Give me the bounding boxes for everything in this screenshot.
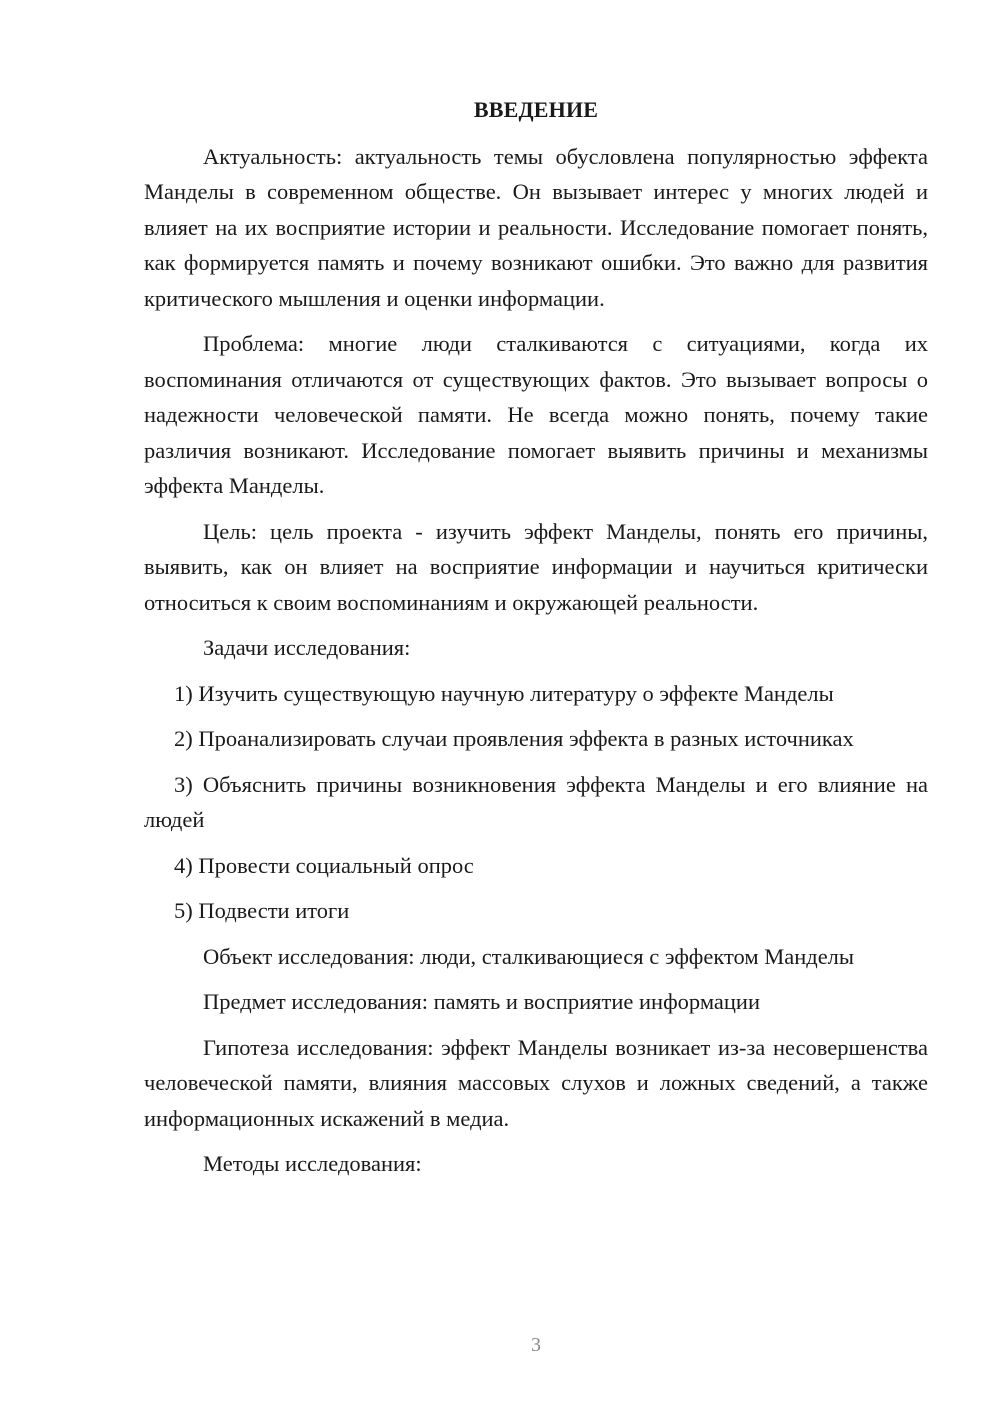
task-item-1: 1) Изучить существующую научную литературу о эффекте Манделы: [174, 680, 834, 706]
page-number: 3: [531, 1334, 541, 1356]
task-item-4: 4) Провести социальный опрос: [174, 852, 474, 878]
goal-paragraph: Цель: цель проекта - изучить эффект Манделы, понять его причины, выявить, как он влияет на восприятие информации и научиться критически относиться к своим воспоминаниям и окружающей реальности.: [144, 518, 928, 615]
task-item-2: 2) Проанализировать случаи проявления эффекта в разных источниках: [174, 726, 854, 751]
hypothesis-paragraph: Гипотеза исследования: эффект Манделы возникает из-за несовершенства человеческой памяти, влияния массовых слухов и ложных сведений, а также информационных искажений в медиа.: [144, 1034, 928, 1131]
relevance-paragraph: Актуальность: актуальность темы обусловлена популярностью эффекта Манделы в современном обществе. Он вызывает интерес у многих людей и влияет на их восприятие истории и реальности. Исследование помогает понять, как формируется память и почему возникают ошибки. Это важно для развития критического мышления и оценки информации.: [144, 143, 928, 311]
task-item-3: 3) Объяснить причины возникновения эффекта Манделы и его влияние на людей: [144, 771, 928, 832]
task-item-5: 5) Подвести итоги: [174, 898, 350, 923]
tasks-label: Задачи исследования:: [203, 635, 411, 660]
subject-paragraph: Предмет исследования: память и восприятие информации: [203, 989, 761, 1014]
section-heading: ВВЕДЕНИЕ: [473, 97, 599, 122]
problem-paragraph: Проблема: многие люди сталкиваются с ситуациями, когда их воспоминания отличаются от существующих фактов. Это вызывает вопросы о надежности человеческой памяти. Не всегда можно понять, почему такие различия возникают. Исследование помогает выявить причины и механизмы эффекта Манделы.: [144, 331, 928, 498]
page-content: [144, 92, 928, 1192]
methods-label: Методы исследования:: [203, 1151, 422, 1176]
object-paragraph: Объект исследования: люди, сталкивающиеся с эффектом Манделы: [203, 943, 855, 969]
